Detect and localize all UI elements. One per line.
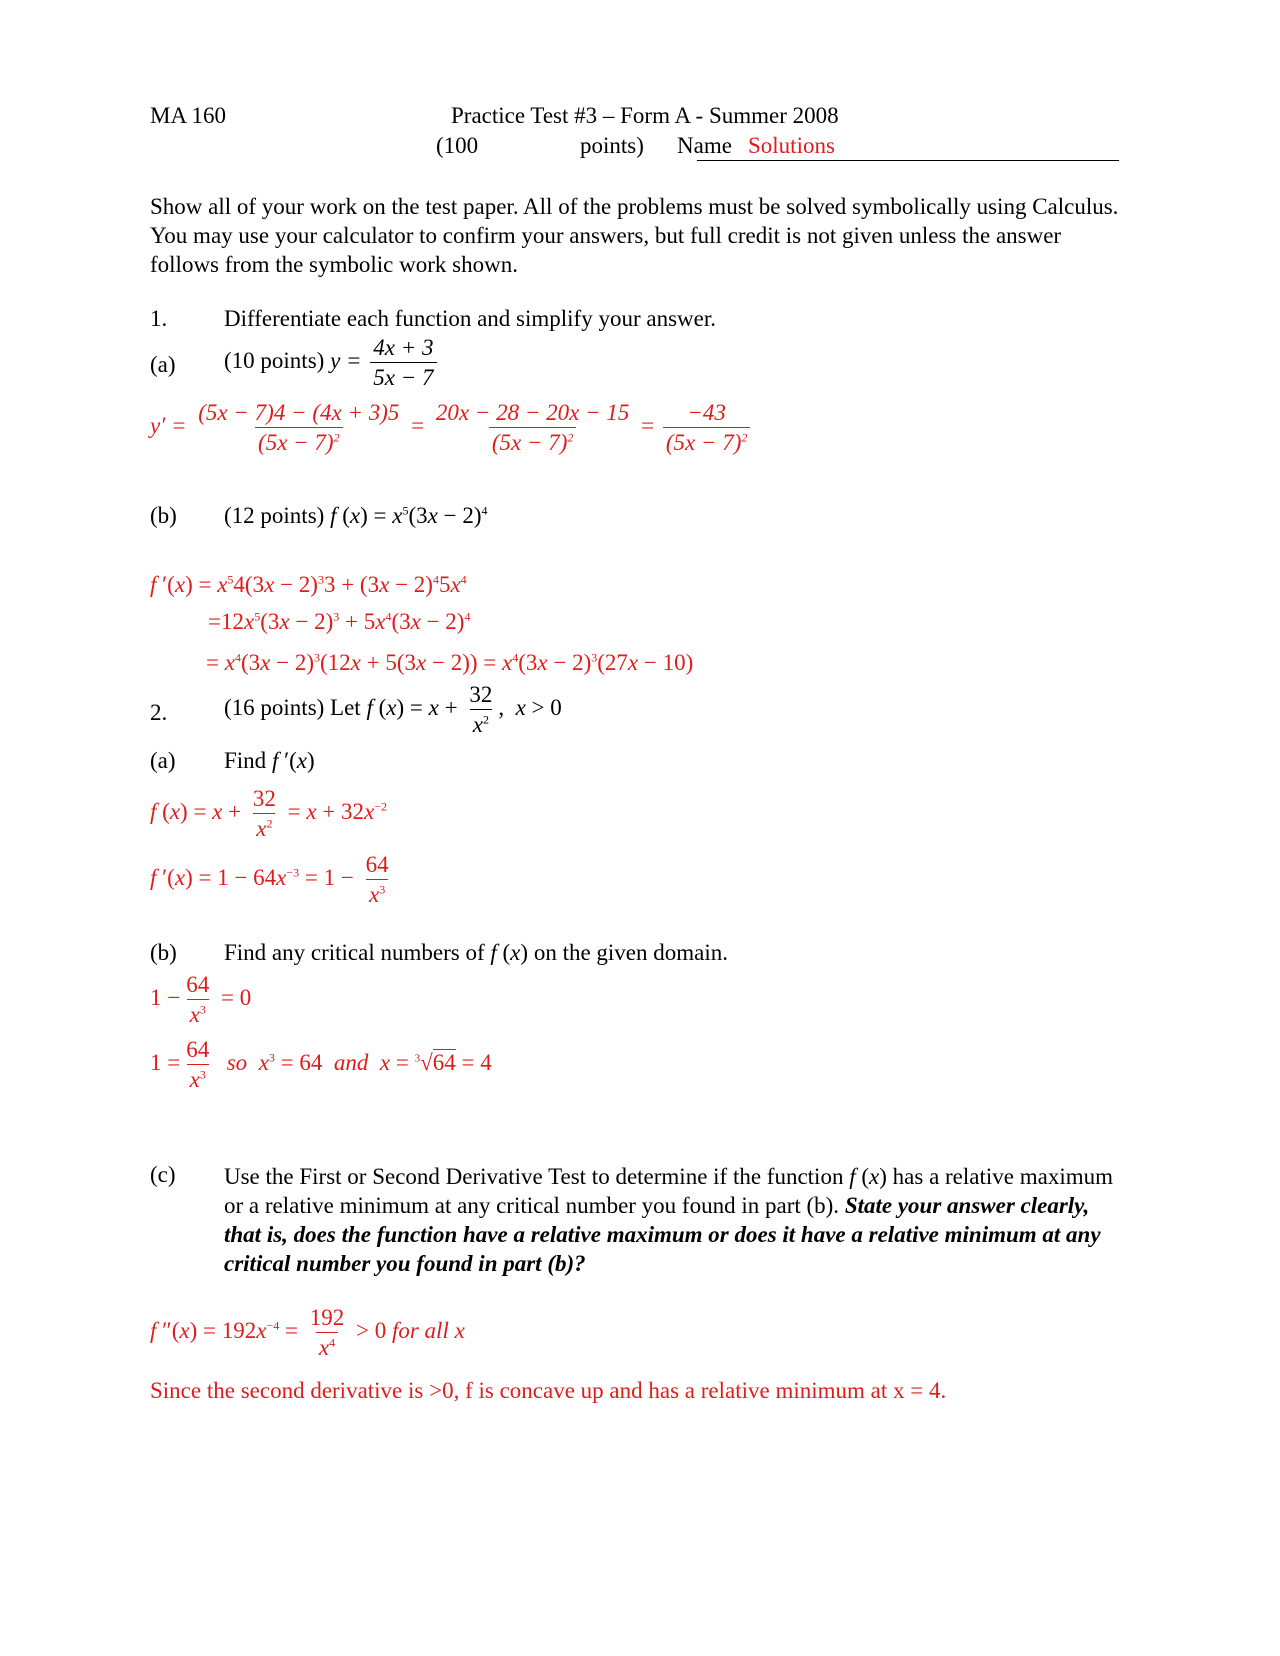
points-close: points) <box>580 133 644 158</box>
test-title: Practice Test #3 – Form A - Summer 2008 <box>451 103 839 128</box>
q2b-prompt-end: on the given domain. <box>533 940 728 965</box>
q2b-label: (b) <box>150 940 177 965</box>
q2c-prompt: Use the First or Second Derivative Test to determine if the function f (x) has a relative maximum or a relative minimum at any critical number you found in part (b). State your answer clearly, that is, does the function have a relative maximum or does it have a relative minimum at any critical number you found in part (b)? <box>224 1164 1113 1276</box>
q1a-points: (10 points) <box>224 348 325 374</box>
q2c-for-all: for all x <box>391 1318 465 1344</box>
q1a-solution: y′ = $\frac{(5x - 7)4 - (4x + 3)5}{(5x - 7)^2}$ = $\frac{20x - 28 - 20x - 15}{(5x - 7)^2}$ = $\frac{-43}{(5x - 7)^2}$ <box>150 400 753 456</box>
q1a-sol-num2: 20x − 28 − 20x − 15 <box>435 400 630 425</box>
q1a-label: (a) <box>150 352 176 377</box>
q1b-function: f <box>330 503 337 528</box>
q2c-conclusion: Since the second derivative is >0, f is concave up and has a relative minimum at x = 4. <box>150 1378 947 1403</box>
name-label: Name <box>677 133 732 158</box>
q2-problem: (16 points) Let f (x) = x + $\frac{32}{x^2}$ , x > 0 <box>224 682 562 738</box>
q1-prompt: Differentiate each function and simplify your answer. <box>224 306 716 331</box>
q2-fraction: $\frac{32}{x^2}$ <box>469 682 493 738</box>
q1a-sol-lhs: y′ = <box>150 413 187 439</box>
q1-number: 1. <box>150 306 168 331</box>
q2a-solution-line1: f (x) = x + $\frac{32}{x^2}$ = $x + 32x^{-2}$ <box>150 786 388 842</box>
q1a-sol-num1: (5x − 7)4 − (4x + 3)5 <box>198 400 400 425</box>
q2b-prompt: Find any critical numbers of <box>224 940 485 965</box>
q2b-solution-line1: 1 − $\frac{64}{x^3}$ = 0 <box>150 972 252 1028</box>
q2-points: (16 points) Let <box>224 695 361 721</box>
q2c-prompt-start: Use the First or Second Derivative Test to determine if the function <box>224 1164 844 1189</box>
q1a-sol-frac2 <box>433 400 632 456</box>
points-open: (100 <box>436 133 479 158</box>
q2c-emphasis: State your answer clearly, that is, does the function have a relative maximum or does it have a relative minimum at any critical number you found in part (b)? <box>224 1193 1101 1276</box>
instructions: Show all of your work on the test paper. All of the problems must be solved symbolically using Calculus. You may use your calculator to confirm your answers, but full credit is not given unless the answer follows from the symbolic work shown. <box>150 194 1119 277</box>
q1a-sol-den2: $(5x - 7)^2$ <box>489 427 577 455</box>
q1a-problem <box>224 335 440 391</box>
q1a-sol-den1: $(5x - 7)^2$ <box>255 427 343 455</box>
name-underline <box>697 160 1119 161</box>
q1a-sol-num3: −43 <box>687 400 726 425</box>
q1b-solution-line2: $=12x^5(3x - 2)^3 + 5x^4(3x - 2)^4$ <box>208 609 471 634</box>
q1b-label: (b) <box>150 503 177 528</box>
q2b-solution-line2: 1 = $\frac{64}{x^3}$ so $x^3 = 64$ and x = $^3$√64 = 4 <box>150 1037 492 1093</box>
q1a-denominator: 5x − 7 <box>370 362 436 390</box>
q2a-prompt: Find <box>224 748 267 773</box>
q2c-label: (c) <box>150 1162 176 1187</box>
q1a-fraction <box>370 335 436 391</box>
q2-number: 2. <box>150 700 168 725</box>
q1a-sol-den3: $(5x - 7)^2$ <box>663 427 751 455</box>
q1a-numerator: 4x + 3 <box>373 335 434 360</box>
q2c-solution-line1: f $''(x) = 192x^{-4}$ = $\frac{192}{x^4}$ > 0 for all x <box>150 1305 465 1361</box>
q1b-problem: (12 points) f $(x) = x^5(3x - 2)^4$ <box>224 503 488 528</box>
name-value: Solutions <box>748 133 835 158</box>
q1a-sol-frac3 <box>663 400 751 456</box>
q1b-solution-line1: f $'(x) = x^54(3x - 2)^33 + (3x - 2)^45x^4$ <box>150 572 467 597</box>
q1b-solution-line3: = $x^4(3x - 2)^3(12x + 5(3x - 2)) = x^4(3x - 2)^3(27x - 10)$ <box>206 650 694 675</box>
q2c-prompt-mid: has a relative maximum or a relative minimum at any critical number you found in part (b). <box>224 1164 1113 1218</box>
course-code: MA 160 <box>150 103 227 128</box>
q2a-solution-line2: f $'(x) = 1 - 64x^{-3} = 1$ − $\frac{64}{x^3}$ <box>150 852 389 908</box>
q2a-problem: Find f ′(x) <box>224 748 315 773</box>
q1a-sol-frac1 <box>195 400 402 456</box>
q1a-lhs: y = <box>330 348 362 374</box>
q1b-points: (12 points) <box>224 503 325 528</box>
q2b-problem: Find any critical numbers of f (x) on the given domain. <box>224 940 728 965</box>
q2a-label: (a) <box>150 748 176 773</box>
